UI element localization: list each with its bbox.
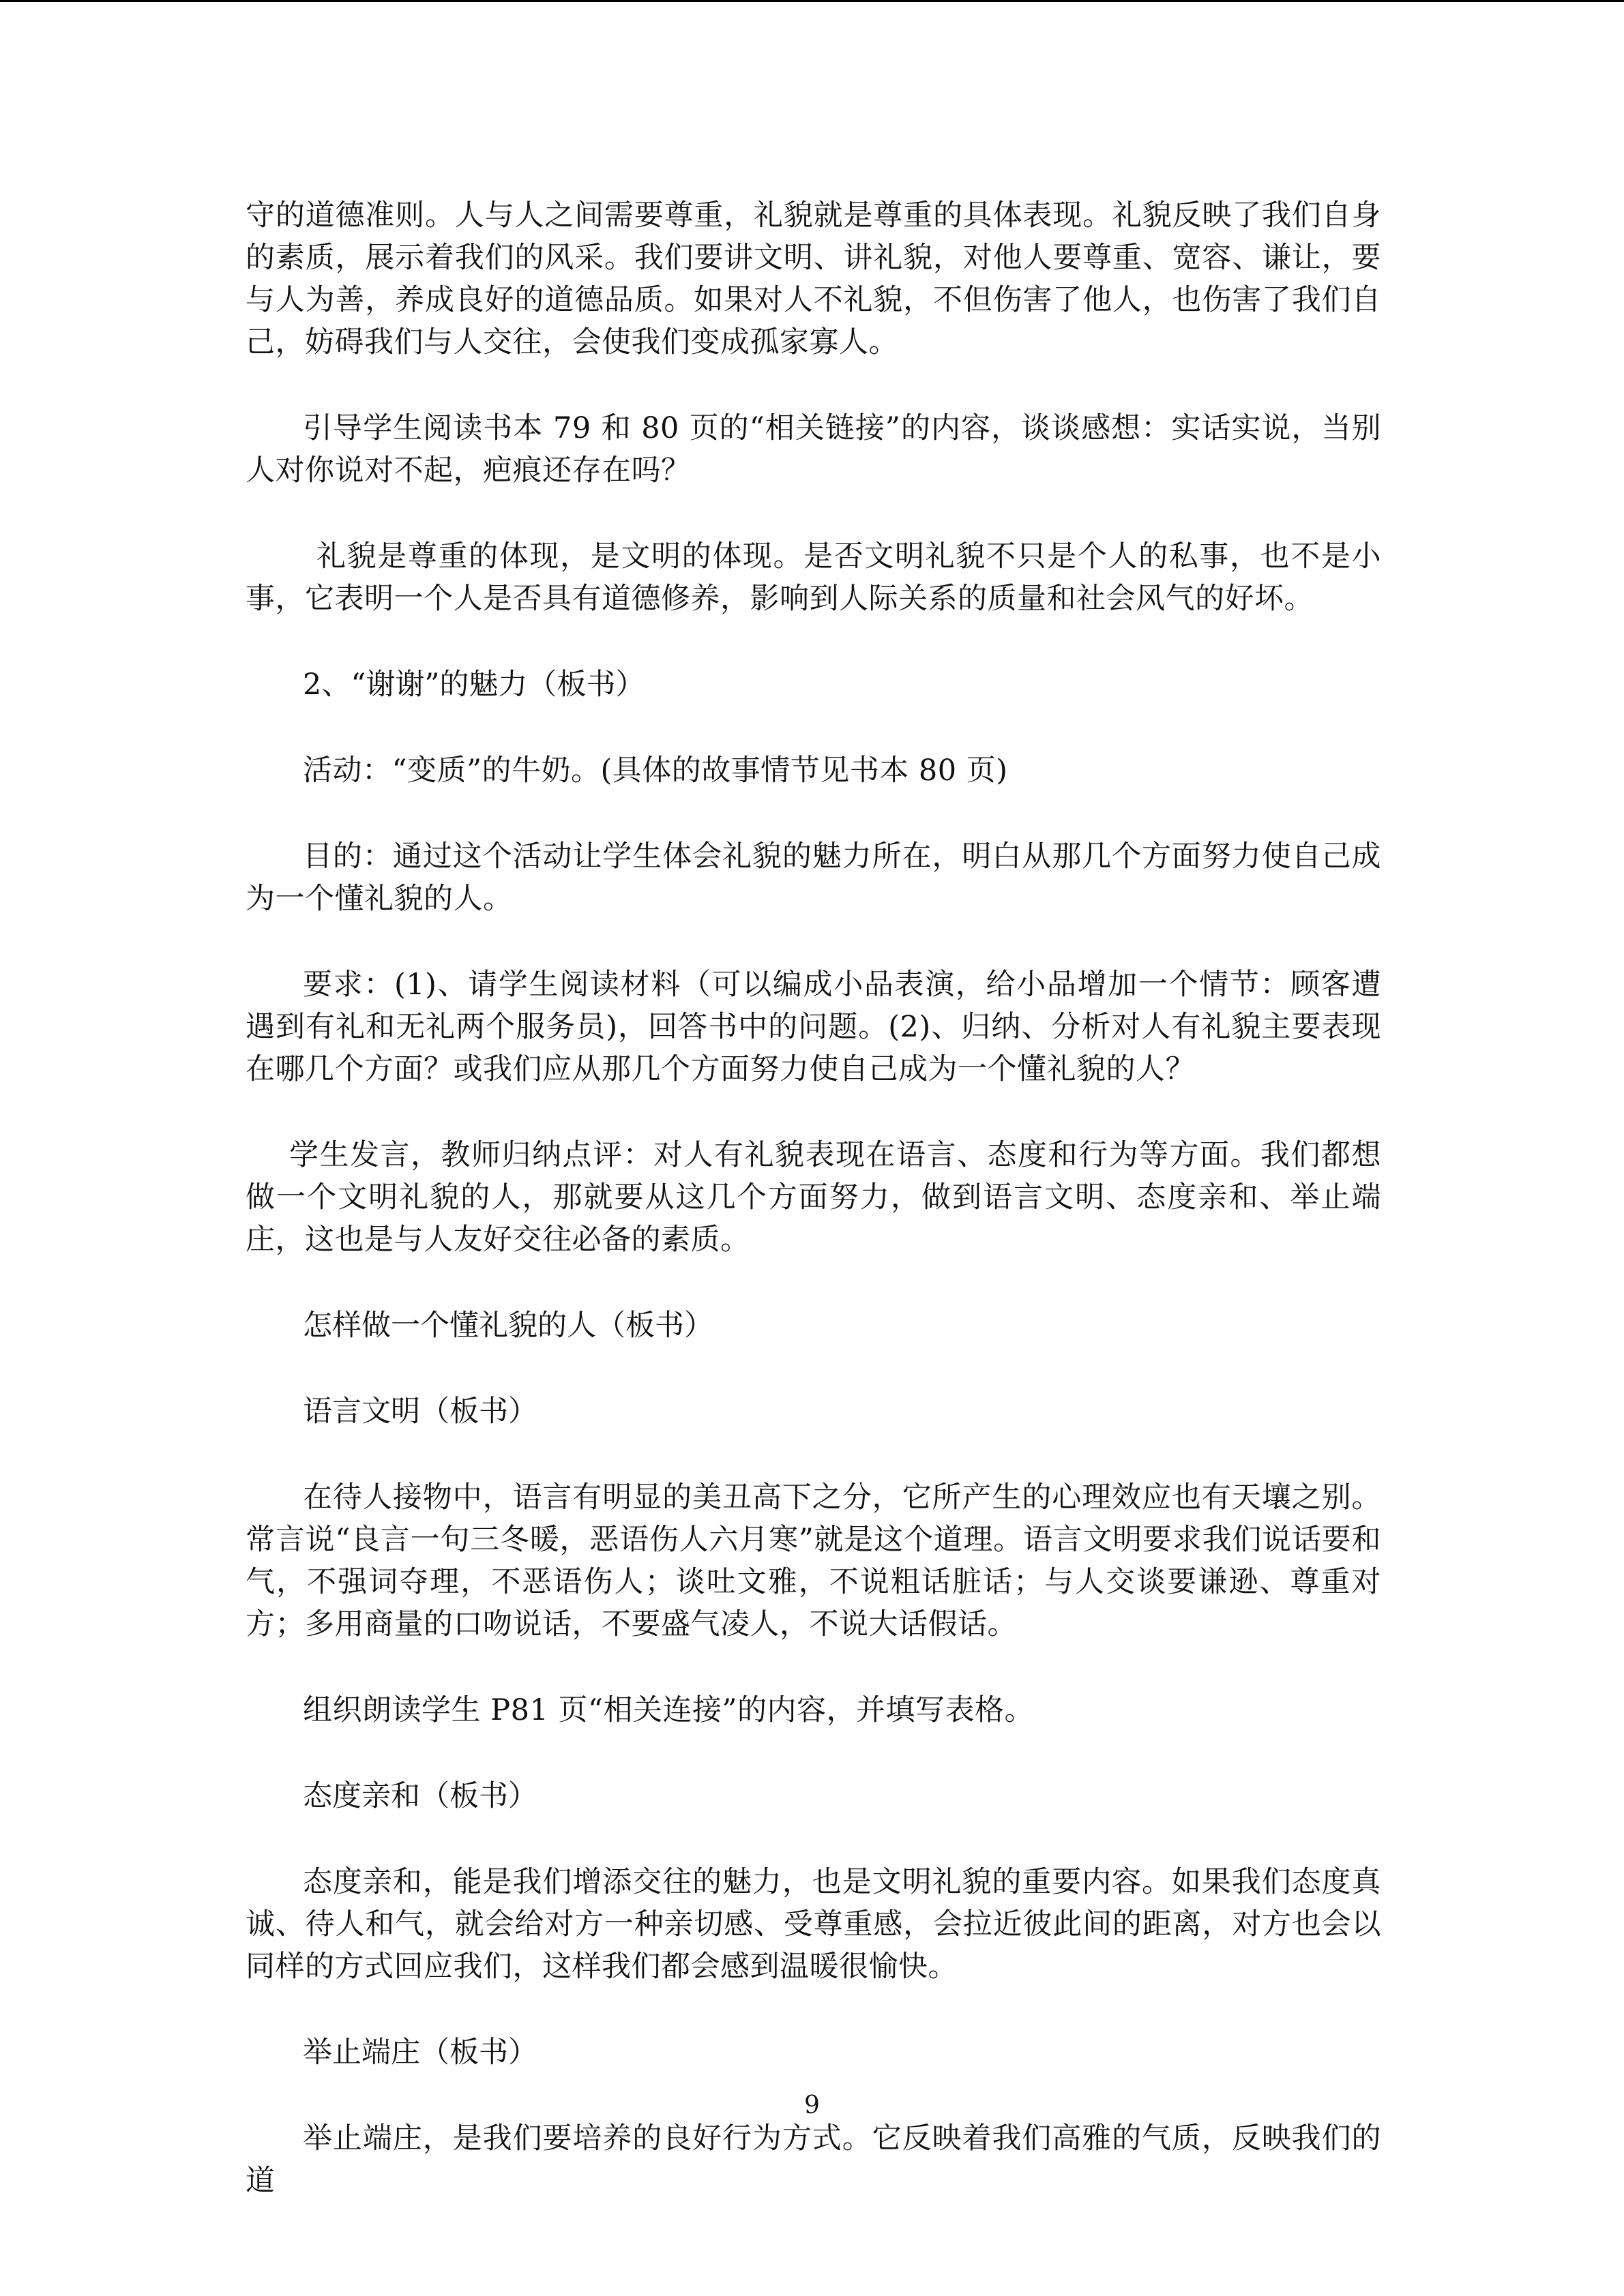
page-number: 9 xyxy=(804,2091,820,2119)
paragraph-requirements: 要求：(1)、请学生阅读材料（可以编成小品表演，给小品增加一个情节：顾客遭遇到有礼和无礼两个服务员)，回答书中的问题。(2)、归纳、分析对人有礼貌主要表现在哪几个方面？或我们应从那几个方面努力使自己成为一个懂礼貌的人？ xyxy=(246,968,1381,1086)
paragraph-student-speech: 学生发言，教师归纳点评：对人有礼貌表现在语言、态度和行为等方面。我们都想做一个文明礼貌的人，那就要从这几个方面努力，做到语言文明、态度亲和、举止端庄，这也是与人友好交往必备的素质。 xyxy=(246,1138,1381,1257)
section-heading-thanks: 2、“谢谢”的魅力（板书） xyxy=(303,668,645,702)
section-heading-how-to: 怎样做一个懂礼貌的人（板书） xyxy=(303,1309,713,1343)
paragraph-purpose: 目的：通过这个活动让学生体会礼貌的魅力所在，明白从那几个方面努力使自己成为一个懂礼貌的人。 xyxy=(246,839,1381,916)
paragraph-continued: 守的道德准则。人与人之间需要尊重，礼貌就是尊重的具体表现。礼貌反映了我们自身的素质，展示着我们的风采。我们要讲文明、讲礼貌，对他人要尊重、宽容、谦让，要与人为善，养成良好的道德品质。如果对人不礼貌，不但伤害了他人，也伤害了我们自己，妨碍我们与人交往，会使我们变成孤家寡人。 xyxy=(246,198,1381,359)
section-heading-behavior: 举止端庄（板书） xyxy=(303,2036,537,2070)
paragraph-guide-reading: 引导学生阅读书本 79 和 80 页的“相关链接”的内容，谈谈感想：实话实说，当别人对你说对不起，疤痕还存在吗？ xyxy=(246,411,1381,488)
paragraph-reading-table: 组织朗读学生 P81 页“相关连接”的内容，并填写表格。 xyxy=(303,1693,1034,1727)
paragraph-attitude: 态度亲和，能是我们增添交往的魅力，也是文明礼貌的重要内容。如果我们态度真诚、待人和气，就会给对方一种亲切感、受尊重感，会拉近彼此间的距离，对方也会以同样的方式回应我们，这样我们都会感到温暖很愉快。 xyxy=(246,1865,1381,1984)
paragraph-language: 在待人接物中，语言有明显的美丑高下之分，它所产生的心理效应也有天壤之别。常言说“良言一句三冬暖，恶语伤人六月寒”就是这个道理。语言文明要求我们说话要和气，不强词夺理，不恶语伤人；谈吐文雅，不说粗话脏话；与人交谈要谦逊、尊重对方；多用商量的口吻说话，不要盛气凌人，不说大话假话。 xyxy=(246,1480,1381,1641)
document-body xyxy=(246,194,1381,2246)
paragraph-behavior: 举止端庄，是我们要培养的良好行为方式。它反映着我们高雅的气质，反映我们的道 xyxy=(246,2121,1381,2198)
section-heading-attitude: 态度亲和（板书） xyxy=(303,1779,537,1813)
section-heading-language: 语言文明（板书） xyxy=(303,1395,537,1429)
page-top-border xyxy=(0,0,1624,2)
paragraph-politeness-respect: 礼貌是尊重的体现，是文明的体现。是否文明礼貌不只是个人的私事，也不是小事，它表明一个人是否具有道德修养，影响到人际关系的质量和社会风气的好坏。 xyxy=(246,539,1381,616)
paragraph-activity: 活动：“变质”的牛奶。(具体的故事情节见书本 80 页) xyxy=(303,754,1008,788)
